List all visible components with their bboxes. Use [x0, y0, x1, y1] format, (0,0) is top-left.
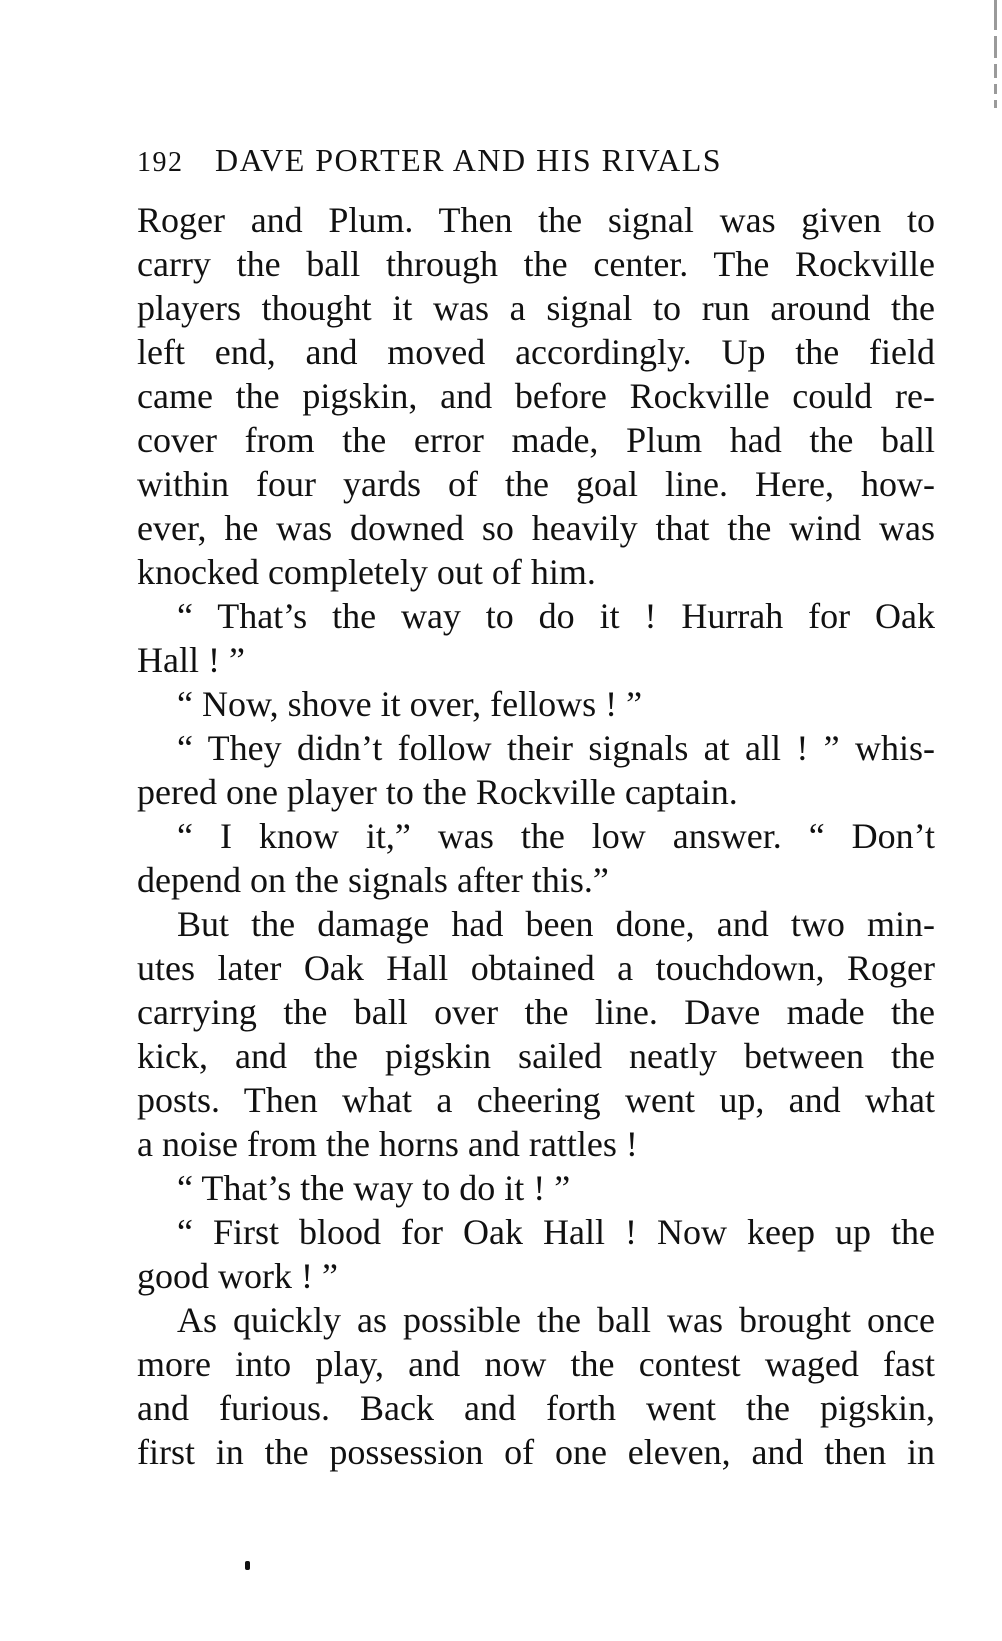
- text-line: “ First blood for Oak Hall ! Now keep up the: [177, 1212, 935, 1252]
- text-line: a noise from the horns and rattles !: [137, 1124, 638, 1164]
- text-line: pered one player to the Rockville captain.: [137, 772, 738, 812]
- text-line: came the pigskin, and before Rockville could re-: [137, 376, 935, 416]
- text-line: more into play, and now the contest waged fast: [137, 1344, 935, 1384]
- text-line: carrying the ball over the line. Dave made the: [137, 992, 935, 1032]
- text-line: utes later Oak Hall obtained a touchdown, Roger: [137, 948, 935, 988]
- text-line: But the damage had been done, and two min-: [177, 904, 935, 944]
- body-text: [137, 198, 935, 1474]
- text-line: “ Now, shove it over, fellows ! ”: [177, 684, 643, 724]
- text-line: Hall ! ”: [137, 640, 245, 680]
- text-line: good work ! ”: [137, 1256, 338, 1296]
- text-line: As quickly as possible the ball was brought once: [177, 1300, 935, 1340]
- text-line: knocked completely out of him.: [137, 552, 596, 592]
- scan-edge-mark: [994, 0, 998, 140]
- text-line: and furious. Back and forth went the pigskin,: [137, 1388, 935, 1428]
- ink-speck: [245, 1561, 250, 1570]
- text-line: first in the possession of one eleven, and then in: [137, 1432, 935, 1472]
- text-line: cover from the error made, Plum had the ball: [137, 420, 935, 460]
- text-line: depend on the signals after this.”: [137, 860, 609, 900]
- text-line: kick, and the pigskin sailed neatly between the: [137, 1036, 935, 1076]
- text-line: “ They didn’t follow their signals at all ! ” whis-: [177, 728, 935, 768]
- text-line: players thought it was a signal to run around the: [137, 288, 935, 328]
- text-line: left end, and moved accordingly. Up the field: [137, 332, 935, 372]
- running-head: [137, 138, 937, 182]
- text-line: “ That’s the way to do it ! ”: [177, 1168, 571, 1208]
- page-number: 192: [137, 147, 184, 178]
- text-line: ever, he was downed so heavily that the wind was: [137, 508, 935, 548]
- text-line: posts. Then what a cheering went up, and what: [137, 1080, 935, 1120]
- running-title: DAVE PORTER AND HIS RIVALS: [215, 142, 723, 178]
- text-line: within four yards of the goal line. Here, how-: [137, 464, 935, 504]
- text-line: “ That’s the way to do it ! Hurrah for Oak: [177, 596, 935, 636]
- text-line: carry the ball through the center. The Rockville: [137, 244, 935, 284]
- text-line: Roger and Plum. Then the signal was given to: [137, 200, 935, 240]
- text-line: “ I know it,” was the low answer. “ Don’t: [177, 816, 935, 856]
